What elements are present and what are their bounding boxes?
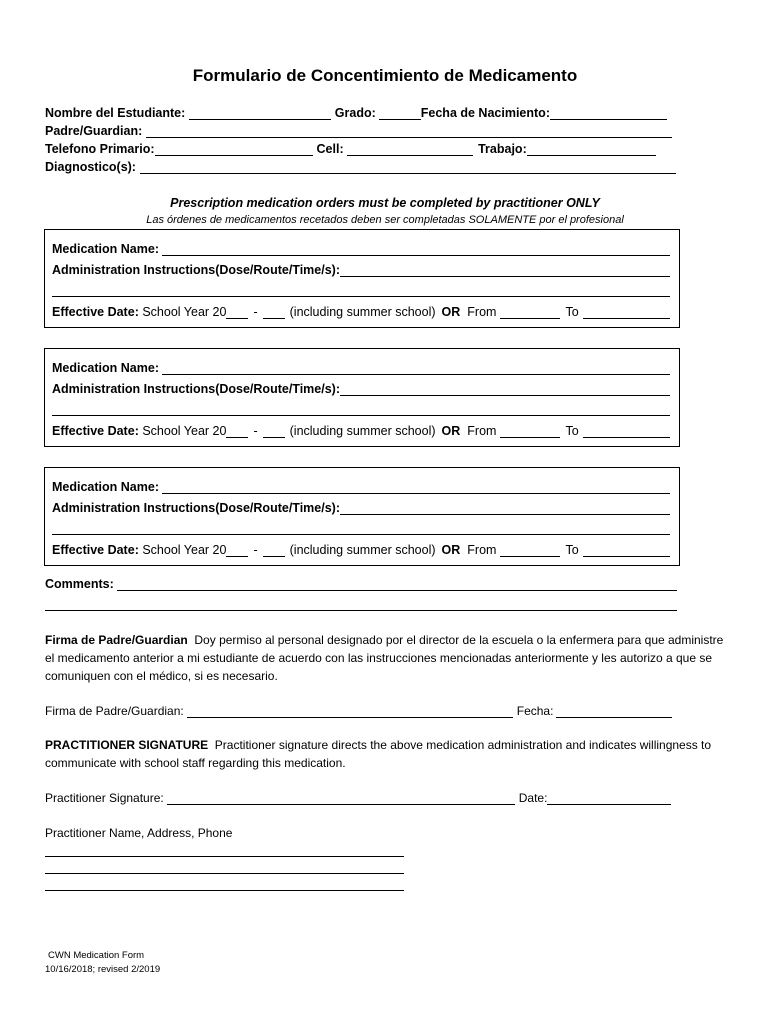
- parent-date-field[interactable]: [556, 705, 672, 718]
- parent-row: Padre/Guardian :: [45, 121, 672, 138]
- practitioner-signature-label: Practitioner Signature:: [45, 791, 164, 805]
- medication-name-label: Medication Name: [52, 361, 155, 375]
- administration-instructions-label: Administration Instructions(Dose/Route/Time/s):: [52, 263, 340, 277]
- practitioner-info-line-3[interactable]: [45, 890, 404, 891]
- form-title: Formulario de Concentimiento de Medicamento: [192, 66, 578, 85]
- dob-field[interactable]: [550, 107, 667, 120]
- footer-revision-date: 10/16/2018; revised 2/2019: [45, 964, 161, 975]
- work-label: Trabajo: [478, 142, 523, 156]
- year-dash: -: [253, 305, 258, 319]
- effective-date-label: Effective Date: [52, 305, 135, 319]
- administration-instructions-field-line2[interactable]: [52, 522, 670, 535]
- school-year-start-field[interactable]: [226, 544, 248, 557]
- year-dash: -: [253, 543, 258, 557]
- medication-box-3: Medication Name : Administration Instructions(Dose/Route/Time/s): Effective Date : School Year 20 - (including summer school) OR From To: [44, 467, 680, 566]
- parent-signature-row: [45, 701, 672, 718]
- footer-form-name: CWN Medication Form: [48, 950, 145, 961]
- to-label: To: [565, 543, 579, 557]
- administration-instructions-field[interactable]: [340, 502, 670, 515]
- from-date-field[interactable]: [500, 544, 560, 557]
- practitioner-heading: PRACTITIONER SIGNATURE: [45, 738, 209, 752]
- school-year-end-field[interactable]: [263, 544, 285, 557]
- parent-consent-text: Doy permiso al personal designado por el director de la escuela o la enfermera para que administre el medicamento anterior a mi estudiante de acuerdo con las instrucciones mencionadas anteriormente y les autorizo a que se comuniquen con el médico, si es necesario.: [45, 633, 724, 683]
- parent-field[interactable]: [146, 125, 672, 138]
- school-year-start-field[interactable]: [226, 306, 248, 319]
- phone-label: Telefono Primario: [45, 142, 151, 156]
- or-label: OR: [441, 305, 461, 319]
- practitioner-date-field[interactable]: [547, 792, 671, 805]
- cell-field[interactable]: [347, 143, 473, 156]
- student-name-field[interactable]: [189, 107, 331, 120]
- comments-row: Comments :: [45, 574, 677, 591]
- or-label: OR: [441, 424, 461, 438]
- effective-date-label: Effective Date: [52, 424, 135, 438]
- medication-name-field[interactable]: [162, 481, 670, 494]
- comments-field[interactable]: [117, 578, 677, 591]
- from-date-field[interactable]: [500, 425, 560, 438]
- parent-signature-field[interactable]: [187, 705, 513, 718]
- parent-label: Padre/Guardian: [45, 124, 139, 138]
- medication-box-1: Medication Name : Administration Instructions(Dose/Route/Time/s): Effective Date : School Year 20 - (including summer school) OR From To: [44, 229, 680, 328]
- comments-label: Comments: [45, 577, 110, 591]
- parent-consent-paragraph: [45, 631, 735, 685]
- medication-name-label: Medication Name: [52, 242, 155, 256]
- effective-date-label: Effective Date: [52, 543, 135, 557]
- practitioner-name-row: [45, 823, 232, 840]
- form-footer: [45, 949, 160, 977]
- medication-name-field[interactable]: [162, 362, 670, 375]
- practitioner-info-line-2[interactable]: [45, 873, 404, 874]
- work-field[interactable]: [527, 143, 656, 156]
- phone-field[interactable]: [155, 143, 313, 156]
- from-label: From: [467, 305, 497, 319]
- practitioner-only-note: Prescription medication orders must be completed by practitioner ONLY: [170, 196, 600, 210]
- or-label: OR: [441, 543, 461, 557]
- administration-instructions-field-line2[interactable]: [52, 284, 670, 297]
- practitioner-signature-row: [45, 788, 671, 805]
- diagnosis-field[interactable]: [140, 161, 676, 174]
- administration-instructions-field[interactable]: [340, 383, 670, 396]
- parent-signature-label: Firma de Padre/Guardian:: [45, 704, 184, 718]
- diagnosis-row: [45, 157, 676, 174]
- practitioner-date-label: Date:: [518, 791, 548, 805]
- summer-school-text: (including summer school): [289, 543, 436, 557]
- practitioner-text: Practitioner signature directs the above medication administration and indicates willingness to communicate with school staff regarding this medication.: [45, 738, 712, 770]
- medication-name-label: Medication Name: [52, 480, 155, 494]
- school-year-label: School Year 20: [142, 543, 227, 557]
- administration-instructions-field-line2[interactable]: [52, 403, 670, 416]
- parent-consent-heading: Firma de Padre/Guardian: [45, 633, 188, 647]
- medication-box-2: Medication Name : Administration Instructions(Dose/Route/Time/s): Effective Date : School Year 20 - (including summer school) OR From To: [44, 348, 680, 447]
- practitioner-name-label: Practitioner Name, Address, Phone: [45, 826, 233, 840]
- from-label: From: [467, 424, 497, 438]
- to-date-field[interactable]: [583, 425, 670, 438]
- from-label: From: [467, 543, 497, 557]
- grade-field[interactable]: [379, 107, 421, 120]
- parent-date-label: Fecha:: [516, 704, 554, 718]
- student-name-label: Nombre del Estudiante: [45, 106, 182, 120]
- school-year-start-field[interactable]: [226, 425, 248, 438]
- practitioner-paragraph: [45, 736, 735, 772]
- to-date-field[interactable]: [583, 544, 670, 557]
- school-year-end-field[interactable]: [263, 306, 285, 319]
- administration-instructions-label: Administration Instructions(Dose/Route/Time/s):: [52, 382, 340, 396]
- to-label: To: [565, 424, 579, 438]
- practitioner-info-line-1[interactable]: [45, 856, 404, 857]
- cell-label: Cell: [316, 142, 340, 156]
- summer-school-text: (including summer school): [289, 424, 436, 438]
- student-name-row: Nombre del Estudiante : Grado: Fecha de Nacimiento :: [45, 103, 667, 120]
- phone-row: Telefono Primario : Cell : Trabajo :: [45, 139, 656, 156]
- to-label: To: [565, 305, 579, 319]
- practitioner-only-note-spanish: Las órdenes de medicamentos recetados deben ser completadas SOLAMENTE por el profesional: [146, 214, 624, 226]
- dob-label: Fecha de Nacimiento: [420, 106, 546, 120]
- summer-school-text: (including summer school): [289, 305, 436, 319]
- school-year-label: School Year 20: [142, 424, 227, 438]
- administration-instructions-label: Administration Instructions(Dose/Route/Time/s):: [52, 501, 340, 515]
- practitioner-signature-field[interactable]: [167, 792, 515, 805]
- grade-label: Grado:: [334, 106, 376, 120]
- school-year-end-field[interactable]: [263, 425, 285, 438]
- diagnosis-label: Diagnostico(s):: [45, 160, 136, 174]
- to-date-field[interactable]: [583, 306, 670, 319]
- comments-field-line2[interactable]: [45, 610, 677, 611]
- from-date-field[interactable]: [500, 306, 560, 319]
- year-dash: -: [253, 424, 258, 438]
- administration-instructions-field[interactable]: [340, 264, 670, 277]
- school-year-label: School Year 20: [142, 305, 227, 319]
- medication-name-field[interactable]: [162, 243, 670, 256]
